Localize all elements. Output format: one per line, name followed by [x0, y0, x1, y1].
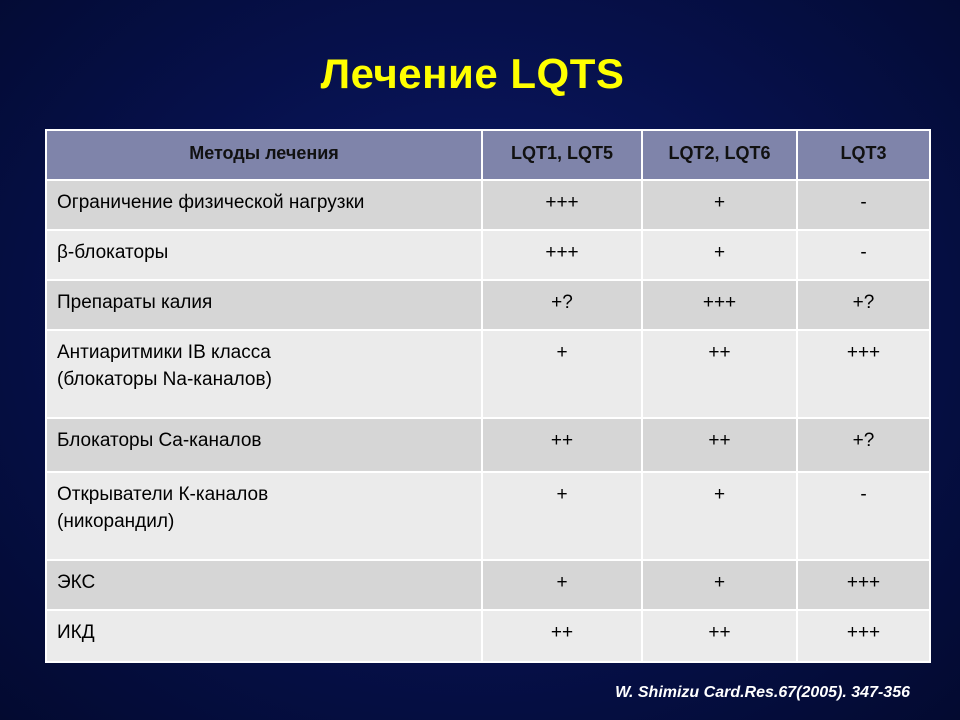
lqt3-value: +?	[797, 418, 930, 472]
lqt3-value: -	[797, 230, 930, 280]
lqt1-lqt5-value: +	[482, 560, 642, 610]
method-line: Блокаторы Ca-каналов	[57, 430, 262, 451]
table-row	[46, 180, 930, 230]
method-cell	[46, 472, 482, 560]
slide-title: Лечение LQTS	[320, 50, 625, 97]
header-lqt1-lqt5: LQT1, LQT5	[482, 130, 642, 180]
lqt1-lqt5-value: +	[482, 472, 642, 560]
table-header-row	[46, 130, 930, 180]
lqt3-value: +++	[797, 560, 930, 610]
header-lqt3: LQT3	[797, 130, 930, 180]
lqt1-lqt5-value: ++	[482, 610, 642, 662]
lqt2-lqt6-value: +	[642, 180, 797, 230]
method-line: ЭКС	[57, 572, 96, 593]
lqt3-value: -	[797, 180, 930, 230]
lqt2-lqt6-value: +	[642, 560, 797, 610]
method-cell	[46, 560, 482, 610]
method-cell	[46, 280, 482, 330]
lqt3-value: +?	[797, 280, 930, 330]
method-cell	[46, 180, 482, 230]
lqt2-lqt6-value: +	[642, 472, 797, 560]
method-line: Препараты калия	[57, 292, 213, 313]
table-row	[46, 560, 930, 610]
table-row	[46, 330, 930, 418]
method-line: (блокаторы Na-каналов)	[57, 369, 272, 390]
treatment-table	[45, 129, 931, 663]
lqt1-lqt5-value: +?	[482, 280, 642, 330]
lqt1-lqt5-value: ++	[482, 418, 642, 472]
header-methods: Методы лечения	[46, 130, 482, 180]
table-row	[46, 610, 930, 662]
method-line: Открыватели К-каналов	[57, 484, 269, 505]
method-line: (никорандил)	[57, 511, 175, 532]
treatment-table-container	[45, 129, 929, 661]
lqt2-lqt6-value: ++	[642, 418, 797, 472]
lqt1-lqt5-value: +++	[482, 180, 642, 230]
lqt1-lqt5-value: +	[482, 330, 642, 418]
method-cell	[46, 230, 482, 280]
table-row	[46, 280, 930, 330]
table-row	[46, 230, 930, 280]
lqt3-value: +++	[797, 610, 930, 662]
method-cell	[46, 610, 482, 662]
method-line: β-блокаторы	[57, 242, 169, 263]
citation: W. Shimizu Card.Res.67(2005). 347-356	[615, 684, 910, 701]
method-cell	[46, 330, 482, 418]
method-cell	[46, 418, 482, 472]
lqt3-value: +++	[797, 330, 930, 418]
lqt2-lqt6-value: +	[642, 230, 797, 280]
lqt2-lqt6-value: ++	[642, 330, 797, 418]
lqt2-lqt6-value: ++	[642, 610, 797, 662]
method-line: ИКД	[57, 622, 95, 643]
table-row	[46, 418, 930, 472]
lqt1-lqt5-value: +++	[482, 230, 642, 280]
lqt3-value: -	[797, 472, 930, 560]
table-row	[46, 472, 930, 560]
lqt2-lqt6-value: +++	[642, 280, 797, 330]
header-lqt2-lqt6: LQT2, LQT6	[642, 130, 797, 180]
method-line: Антиаритмики IB класса	[57, 342, 271, 363]
method-line: Ограничение физической нагрузки	[57, 192, 365, 213]
